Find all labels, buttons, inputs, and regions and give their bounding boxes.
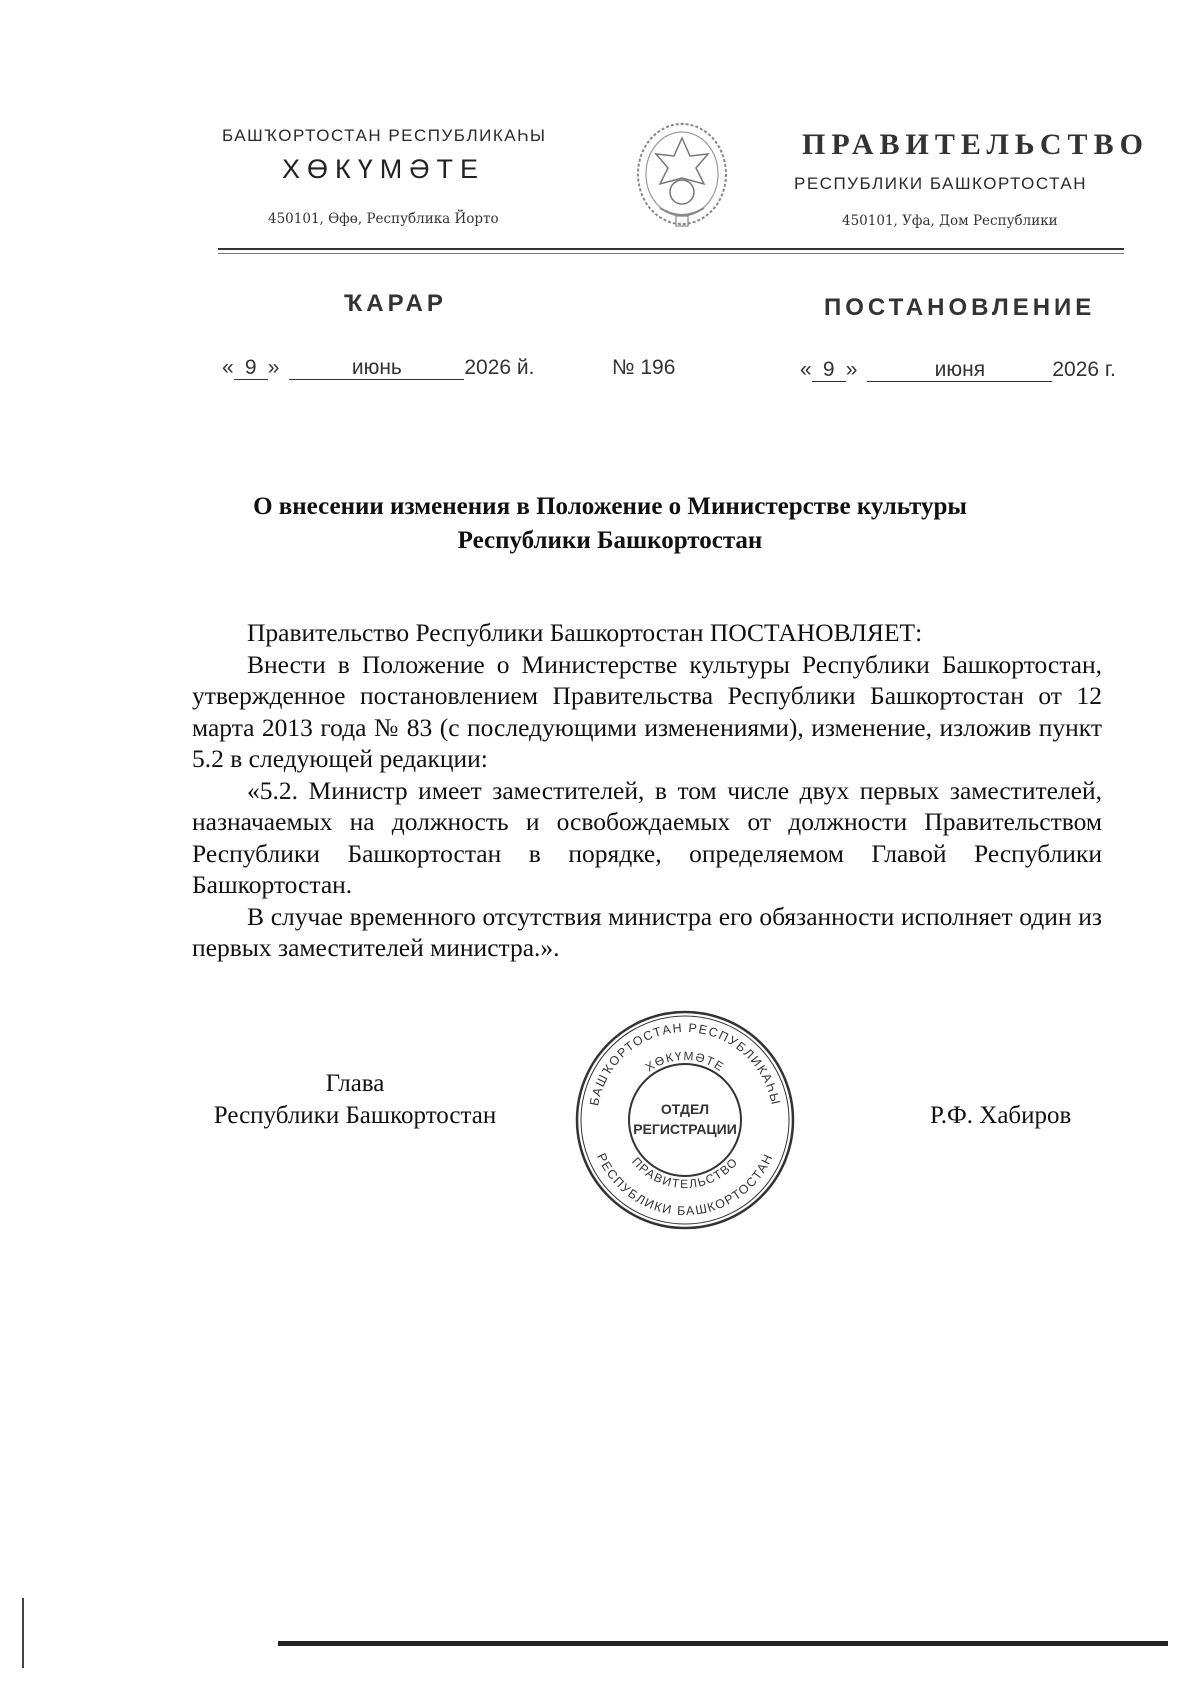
letterhead-divider	[218, 248, 1124, 250]
date-open-quote: «	[800, 358, 812, 381]
document-body	[192, 617, 1102, 964]
letterhead-right-address: 450101, Уфа, Дом Республики	[842, 213, 1058, 229]
stamp-center-line1: ОТДЕЛ	[660, 1101, 710, 1117]
stamp-outer-bottom-text: РЕСПУБЛИКИ БАШКОРТОСТАН	[594, 1151, 776, 1219]
letterhead-left-address: 450101, Өфө, Республика Йорто	[268, 211, 499, 227]
letterhead-left-line2: ХӨКҮМӘТЕ	[282, 154, 486, 184]
stamp-center-line2: РЕГИСТРАЦИИ	[633, 1121, 737, 1137]
signature-position-line1: Глава	[325, 1070, 385, 1097]
letterhead-divider-thin	[218, 253, 1124, 254]
document-title	[150, 490, 1070, 558]
letterhead-right-line1: ПРАВИТЕЛЬСТВО	[802, 128, 1149, 161]
decision-date-left	[222, 356, 535, 380]
scan-bottom-bar	[278, 1641, 1168, 1646]
signature-position	[190, 1068, 520, 1132]
decision-date-right	[800, 358, 1116, 382]
svg-text:ХӨКҮМӘТЕ	[643, 1049, 727, 1075]
decision-type-right: ПОСТАНОВЛЕНИЕ	[824, 294, 1096, 321]
date-close-quote: »	[845, 358, 858, 381]
date-open-quote: «	[222, 356, 234, 379]
decision-number: № 196	[612, 356, 676, 379]
stamp-outer-top-text: БАШҠОРТОСТАН РЕСПУБЛИКАҺЫ	[587, 1020, 783, 1108]
title-line-1: О внесении изменения в Положение о Министерстве культуры	[253, 493, 967, 520]
title-line-2: Республики Башкортостан	[457, 527, 763, 554]
body-paragraph-2: Внести в Положение о Министерстве культуры Республики Башкортостан, утвержденное постановлением Правительства Республики Башкортостан от 12 марта 2013 года № 83 (с последующими изменениями), изменение, изложив пункт 5.2 в следующей редакции:	[192, 649, 1102, 773]
signature-position-line2: Республики Башкортостан	[213, 1102, 497, 1129]
stamp-inner-top-text: ХӨКҮМӘТЕ	[642, 1048, 728, 1075]
registration-stamp	[570, 1005, 800, 1235]
letterhead-right-line2: РЕСПУБЛИКИ БАШКОРТОСТАН	[794, 174, 1088, 193]
date-day: 9	[812, 359, 846, 382]
decision-type-left: ҠАРАР	[344, 290, 447, 317]
date-year: 2026 й.	[464, 356, 535, 379]
date-close-quote: »	[267, 356, 280, 379]
emblem-icon	[630, 118, 734, 234]
date-month: июня	[867, 359, 1052, 382]
date-year: 2026 г.	[1052, 358, 1116, 381]
signature-name: Р.Ф. Хабиров	[930, 1102, 1072, 1129]
body-paragraph-3: «5.2. Министр имеет заместителей, в том числе двух первых заместителей, назначаемых на должность и освобождаемых от должности Правительством Республики Башкортостан в порядке, определяемом Главой Республики Башкортостан.	[192, 775, 1102, 899]
scan-edge-line	[22, 1598, 24, 1668]
letterhead-left-line1: БАШҠОРТОСТАН РЕСПУБЛИКАҺЫ	[222, 126, 547, 145]
date-month: июнь	[289, 357, 464, 380]
stamp-inner-bottom-text: ПРАВИТЕЛЬСТВО	[628, 1154, 742, 1192]
body-paragraph-4: В случае временного отсутствия министра его обязанности исполняет один из первых заместителей министра.».	[192, 901, 1102, 962]
body-paragraph-1: Правительство Республики Башкортостан ПОСТАНОВЛЯЕТ:	[247, 618, 923, 647]
date-day: 9	[234, 357, 268, 380]
